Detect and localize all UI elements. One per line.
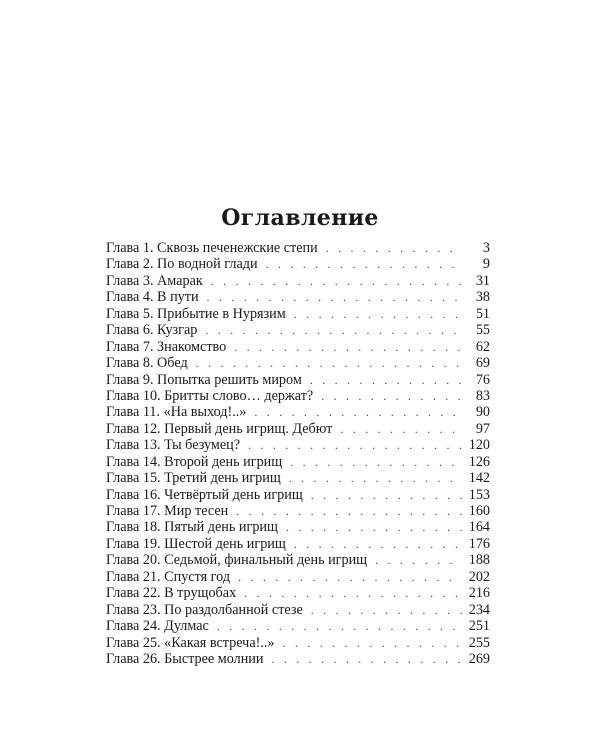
toc-entry-page-number: 234 bbox=[468, 601, 490, 618]
toc-leader-dots bbox=[311, 602, 462, 618]
toc-leader-dots bbox=[289, 470, 462, 486]
toc-entry-page-number: 120 bbox=[468, 437, 490, 454]
toc-entry bbox=[106, 470, 490, 486]
toc-entry-label: Глава 1. Сквозь печенежские степи bbox=[106, 240, 318, 256]
toc-entry bbox=[106, 536, 490, 552]
toc-leader-dots bbox=[290, 454, 462, 470]
toc-entry bbox=[106, 651, 490, 667]
toc-entry bbox=[106, 388, 490, 404]
toc-entry-page-number: 153 bbox=[468, 486, 490, 503]
toc-entry bbox=[106, 306, 490, 322]
toc-leader-dots bbox=[271, 651, 462, 667]
toc-entry-label: Глава 22. В трущобах bbox=[106, 585, 237, 602]
toc-entry bbox=[106, 240, 490, 256]
toc-entry-label: Глава 25. «Какая встреча!..» bbox=[106, 634, 275, 651]
toc-entry-page-number: 83 bbox=[475, 387, 490, 404]
toc-entry-page-number: 62 bbox=[475, 338, 490, 355]
toc-leader-dots bbox=[375, 552, 462, 568]
toc-entry-label: Глава 12. Первый день игрищ. Дебют bbox=[106, 420, 333, 437]
toc-entry-page-number: 251 bbox=[468, 618, 490, 635]
toc-entry-page-number: 142 bbox=[468, 470, 490, 487]
toc-entry-label: Глава 7. Знакомство bbox=[106, 338, 227, 355]
toc-leader-dots bbox=[217, 618, 462, 634]
toc-entry-page-number: 90 bbox=[475, 404, 490, 421]
toc-entry-label: Глава 20. Седьмой, финальный день игрищ bbox=[106, 552, 368, 569]
toc-entry-label: Глава 8. Обед bbox=[106, 355, 188, 372]
toc-entry bbox=[106, 437, 490, 453]
toc-entry-label: Глава 21. Спустя год bbox=[106, 568, 231, 585]
toc-entry bbox=[106, 635, 490, 651]
toc-entry-page-number: 97 bbox=[475, 420, 490, 437]
toc-entry bbox=[106, 256, 490, 272]
toc-entry bbox=[106, 339, 490, 355]
toc-entry-page-number: 202 bbox=[468, 568, 490, 585]
toc-leader-dots bbox=[283, 635, 462, 651]
toc-entry bbox=[106, 372, 490, 388]
toc-entry-label: Глава 15. Третий день игрищ bbox=[106, 470, 281, 487]
toc-entry-label: Глава 26. Быстрее молнии bbox=[106, 650, 264, 667]
toc-title: Оглавление bbox=[221, 205, 379, 231]
toc-entry-page-number: 9 bbox=[482, 256, 490, 273]
toc-entry bbox=[106, 454, 490, 470]
toc-leader-dots bbox=[248, 437, 462, 453]
toc-leader-dots bbox=[310, 372, 462, 388]
toc-entry-label: Глава 16. Четвёртый день игрищ bbox=[106, 486, 303, 503]
toc-leader-dots bbox=[244, 585, 462, 601]
toc-entry-label: Глава 5. Прибытие в Нурязим bbox=[106, 305, 286, 322]
toc-entry-label: Глава 10. Бритты слово… держат? bbox=[106, 387, 314, 404]
toc-entry-page-number: 188 bbox=[468, 552, 490, 569]
toc-leader-dots bbox=[234, 339, 462, 355]
toc-leader-dots bbox=[321, 388, 462, 404]
toc-entry-page-number: 38 bbox=[475, 289, 490, 306]
toc-entry-label: Глава 11. «На выход!..» bbox=[106, 404, 247, 421]
toc-entry-page-number: 176 bbox=[468, 535, 490, 552]
toc-entry-page-number: 164 bbox=[468, 519, 490, 536]
toc-entry bbox=[106, 585, 490, 601]
toc-entry bbox=[106, 289, 490, 305]
toc-entry-label: Глава 9. Попытка решить миром bbox=[106, 371, 302, 388]
toc-list bbox=[106, 240, 490, 667]
toc-entry-label: Глава 18. Пятый день игрищ bbox=[106, 519, 278, 536]
toc-entry bbox=[106, 552, 490, 568]
toc-entry-label: Глава 2. По водной глади bbox=[106, 256, 258, 273]
toc-entry bbox=[106, 519, 490, 535]
toc-entry-label: Глава 3. Амарак bbox=[106, 272, 203, 289]
toc-entry bbox=[106, 618, 490, 634]
toc-entry bbox=[106, 503, 490, 519]
toc-leader-dots bbox=[196, 355, 462, 371]
toc-entry-label: Глава 23. По раздолбанной стезе bbox=[106, 601, 303, 618]
toc-entry bbox=[106, 421, 490, 437]
toc-entry-page-number: 69 bbox=[475, 355, 490, 372]
toc-entry-page-number: 216 bbox=[468, 585, 490, 602]
toc-leader-dots bbox=[326, 240, 462, 256]
toc-leader-dots bbox=[236, 503, 462, 519]
toc-entry bbox=[106, 404, 490, 420]
toc-leader-dots bbox=[207, 289, 462, 305]
toc-leader-dots bbox=[211, 273, 462, 289]
toc-entry bbox=[106, 602, 490, 618]
toc-entry-label: Глава 17. Мир тесен bbox=[106, 503, 229, 519]
toc-entry-label: Глава 4. В пути bbox=[106, 289, 199, 306]
toc-entry-page-number: 31 bbox=[475, 272, 490, 289]
toc-leader-dots bbox=[340, 421, 462, 437]
toc-leader-dots bbox=[311, 487, 462, 503]
toc-entry-label: Глава 13. Ты безумец? bbox=[106, 437, 241, 454]
toc-leader-dots bbox=[266, 256, 462, 272]
toc-entry-page-number: 255 bbox=[468, 634, 490, 651]
toc-entry-label: Глава 6. Кузгар bbox=[106, 322, 198, 339]
toc-entry-page-number: 126 bbox=[468, 453, 490, 470]
toc-entry-page-number: 269 bbox=[468, 650, 490, 667]
toc-entry bbox=[106, 487, 490, 503]
toc-entry bbox=[106, 569, 490, 585]
toc-leader-dots bbox=[254, 404, 462, 420]
toc-entry-label: Глава 24. Дулмас bbox=[106, 618, 209, 635]
toc-leader-dots bbox=[294, 306, 462, 322]
toc-entry-label: Глава 14. Второй день игрищ bbox=[106, 453, 283, 470]
toc-entry-page-number: 160 bbox=[468, 503, 490, 519]
toc-entry-page-number: 55 bbox=[475, 322, 490, 339]
toc-leader-dots bbox=[238, 569, 462, 585]
toc-leader-dots bbox=[286, 519, 462, 535]
toc-entry-page-number: 76 bbox=[475, 371, 490, 388]
toc-entry bbox=[106, 273, 490, 289]
toc-entry-page-number: 3 bbox=[482, 240, 490, 256]
toc-entry bbox=[106, 322, 490, 338]
toc-entry bbox=[106, 355, 490, 371]
toc-leader-dots bbox=[205, 322, 462, 338]
toc-leader-dots bbox=[294, 536, 462, 552]
toc-entry-label: Глава 19. Шестой день игрищ bbox=[106, 535, 286, 552]
toc-entry-page-number: 51 bbox=[475, 305, 490, 322]
